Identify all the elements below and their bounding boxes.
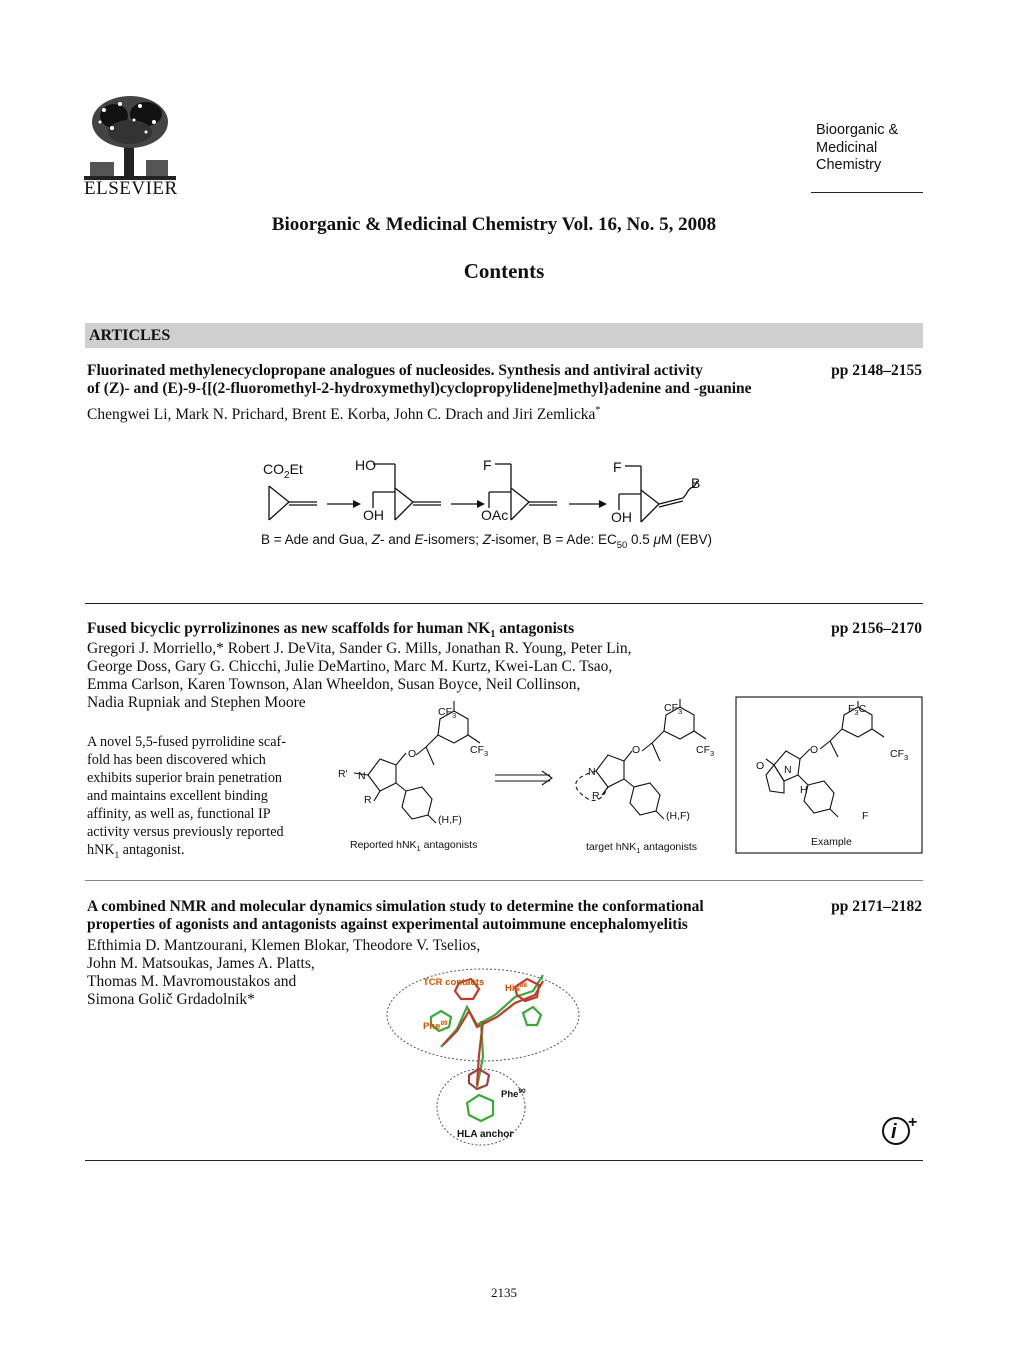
label-o: O bbox=[632, 744, 641, 756]
author-list: Chengwei Li, Mark N. Prichard, Brent E. Korba, John C. Drach and Jiri Zemlicka bbox=[87, 406, 596, 424]
author-line: Simona Golič Grdadolnik* bbox=[87, 991, 255, 1008]
article-1-pages[interactable]: pp 2148–2155 bbox=[831, 362, 922, 379]
interactive-info-icon[interactable] bbox=[880, 1113, 924, 1147]
article-1-title[interactable] bbox=[87, 362, 807, 398]
corresponding-author-mark: * bbox=[595, 405, 601, 416]
abstract-line: exhibits superior brain penetration bbox=[87, 770, 283, 786]
article-divider bbox=[85, 1160, 923, 1161]
label-cf3: $CF_3$ bbox=[664, 702, 683, 716]
abstract-line: affinity, as well as, functional IP bbox=[87, 806, 271, 822]
article-1-title-line: of (Z)- and (E)-9-{[(2-fluoromethyl-2-hydroxymethyl)cyclopropylidene]methyl}adenine and -guanine bbox=[87, 380, 752, 397]
author-line: John M. Matsoukas, James A. Platts, bbox=[87, 955, 315, 972]
abstract-line: hNK$_1$ antagonist. bbox=[87, 842, 185, 860]
scheme-caption: B = Ade and Gua, Z- and E-isomers; Z-isomer, B = Ade: $EC_{50}$ 0.5 μM (EBV) bbox=[261, 532, 712, 551]
article-2-graphical-abstract bbox=[330, 695, 926, 860]
section-label: ARTICLES bbox=[89, 327, 171, 344]
label-r-prime: R' bbox=[338, 768, 348, 780]
label-r: R bbox=[592, 790, 600, 802]
caption-example: Example bbox=[811, 836, 852, 848]
label-phe89: Phe$^{89}$ bbox=[423, 1020, 448, 1032]
article-divider bbox=[85, 603, 923, 604]
article-2-title-text: Fused bicyclic pyrrolizinones as new scaffolds for human NK bbox=[87, 620, 491, 637]
caption-target: target hNK$_1$ antagonists bbox=[586, 841, 697, 855]
label-cf3: $CF_3$ bbox=[696, 744, 715, 758]
info-icon-plus: + bbox=[908, 1114, 918, 1131]
caption-reported: Reported hNK$_1$ antagonists bbox=[350, 839, 478, 853]
elsevier-tree-logo bbox=[84, 92, 176, 182]
journal-brand bbox=[816, 122, 926, 175]
label-hf: (H,F) bbox=[666, 810, 690, 822]
label-oh: OH bbox=[611, 509, 632, 525]
label-h: H bbox=[800, 784, 808, 796]
page-number: 2135 bbox=[491, 1285, 517, 1300]
label-tcr-contacts: TCR contacts bbox=[423, 977, 485, 988]
article-1-authors bbox=[87, 402, 807, 424]
label-f: F bbox=[613, 459, 622, 475]
article-3-title-line: properties of agonists and antagonists against experimental autoimmune encephalomyelitis bbox=[87, 916, 688, 933]
label-cf3: $CF_3$ bbox=[470, 744, 489, 758]
info-icon-letter: i bbox=[891, 1121, 897, 1143]
label-his: His$^{88}$ bbox=[505, 982, 528, 994]
abstract-line: A novel 5,5-fused pyrrolidine scaf- bbox=[87, 734, 286, 750]
label-n: N bbox=[784, 764, 792, 776]
article-2-pages[interactable]: pp 2156–2170 bbox=[831, 620, 922, 637]
article-2-title-sub: 1 bbox=[490, 629, 496, 641]
label-hf: (H,F) bbox=[438, 814, 462, 826]
label-f: F bbox=[483, 457, 492, 473]
label-o-keto: O bbox=[756, 760, 765, 772]
article-2-title-end: antagonists bbox=[495, 620, 575, 637]
brand-divider bbox=[811, 192, 923, 193]
label-f3c: $F_3C$ bbox=[848, 703, 867, 717]
abstract-line: activity versus previously reported bbox=[87, 824, 284, 840]
label-ho: HO bbox=[355, 457, 376, 473]
abstract-line: and maintains excellent binding bbox=[87, 788, 268, 804]
article-3-title[interactable] bbox=[87, 898, 807, 934]
label-phe90: Phe$^{90}$ bbox=[501, 1088, 526, 1100]
article-divider bbox=[85, 880, 923, 881]
label-cf3: $CF_3$ bbox=[438, 706, 457, 720]
article-1-title-line: Fluorinated methylenecyclopropane analogues of nucleosides. Synthesis and antiviral activity bbox=[87, 362, 703, 379]
label-hla-anchor: HLA anchor bbox=[457, 1129, 514, 1140]
label-oac: OAc bbox=[481, 507, 509, 523]
label-f: F bbox=[862, 810, 869, 822]
author-line: Thomas M. Mavromoustakos and bbox=[87, 973, 297, 990]
author-line: Nadia Rupniak and Stephen Moore bbox=[87, 694, 306, 711]
label-oh: OH bbox=[363, 507, 384, 523]
label-o: O bbox=[408, 748, 417, 760]
author-line: George Doss, Gary G. Chicchi, Julie DeMartino, Marc M. Kurtz, Kwei-Lan C. Tsao, bbox=[87, 658, 613, 675]
article-2-abstract bbox=[87, 733, 303, 864]
label-n: N bbox=[588, 766, 596, 778]
contents-title: Contents bbox=[463, 259, 545, 283]
label-r: R bbox=[364, 794, 372, 806]
article-3-title-line: A combined NMR and molecular dynamics simulation study to determine the conformational bbox=[87, 898, 704, 915]
label-o: O bbox=[810, 744, 819, 756]
article-3-pages[interactable]: pp 2171–2182 bbox=[831, 898, 922, 915]
author-line: Gregori J. Morriello,* Robert J. DeVita, Sander G. Mills, Jonathan R. Young, Peter Lin, bbox=[87, 640, 632, 657]
label-b: B bbox=[691, 475, 701, 491]
publisher-name: ELSEVIER bbox=[84, 178, 178, 199]
label-co2et: $CO_2Et$ bbox=[263, 461, 303, 481]
journal-brand-line: Chemistry bbox=[816, 157, 882, 173]
label-n: N bbox=[358, 770, 366, 782]
section-header bbox=[85, 323, 923, 348]
abstract-line: fold has been discovered which bbox=[87, 752, 266, 768]
issue-title: Bioorganic & Medicinal Chemistry Vol. 16, No. 5, 2008 bbox=[271, 214, 717, 235]
author-line: Efthimia D. Mantzourani, Klemen Blokar, Theodore V. Tselios, bbox=[87, 937, 481, 954]
article-1-graphical-abstract bbox=[255, 452, 755, 552]
article-3-graphical-abstract bbox=[383, 965, 583, 1147]
label-cf3: $CF_3$ bbox=[890, 748, 909, 762]
journal-brand-line: Medicinal bbox=[816, 139, 878, 156]
author-line: Emma Carlson, Karen Townson, Alan Wheeldon, Susan Boyce, Neil Collinson, bbox=[87, 676, 581, 693]
journal-brand-line: Bioorganic & bbox=[816, 122, 899, 138]
